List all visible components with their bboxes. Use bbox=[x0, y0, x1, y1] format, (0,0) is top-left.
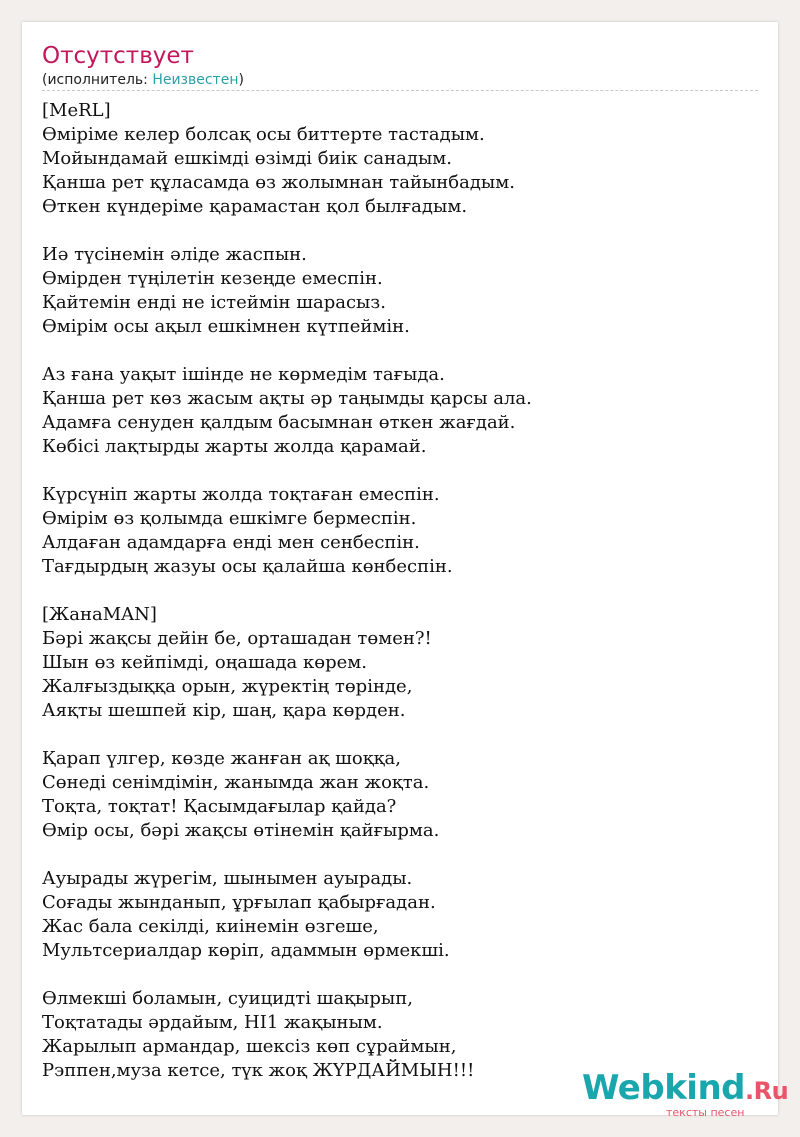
lyric-line: [MeRL] bbox=[42, 100, 111, 121]
lyric-line: Бәрі жақсы дейін бе, орташадан төмен?! bbox=[42, 628, 432, 649]
lyric-line: Өмірім осы ақыл ешкімнен күтпеймін. bbox=[42, 316, 410, 337]
lyric-line: Жас бала секілді, киінемін өзгеше, bbox=[42, 916, 379, 937]
lyric-line: Жалғыздыққа орын, жүректің төрінде, bbox=[42, 676, 413, 697]
lyric-line: Тағдырдың жазуы осы қалайша көнбеспін. bbox=[42, 556, 453, 577]
lyric-line: Мойындамай ешкімді өзімді биік санадым. bbox=[42, 148, 453, 169]
artist-suffix: ) bbox=[238, 72, 244, 88]
lyric-line: Алдаған адамдарға енді мен сенбеспін. bbox=[42, 532, 420, 553]
artist-link[interactable]: Неизвестен bbox=[152, 72, 239, 88]
lyric-line: Көбісі лақтырды жарты жолда қарамай. bbox=[42, 436, 427, 457]
lyric-line: Соғады жынданып, ұрғылап қабырғадан. bbox=[42, 892, 436, 913]
artist-prefix: (исполнитель: bbox=[42, 72, 153, 88]
lyric-line: Тоқта, тоқтат! Қасымдағылар қайда? bbox=[42, 796, 397, 817]
lyric-line: Қанша рет көз жасым ақты әр таңымды қарсы ала. bbox=[42, 388, 532, 409]
lyric-line: Өмірім өз қолымда ешкімге бермеспін. bbox=[42, 508, 417, 529]
lyric-line: Иә түсінемін әліде жаспын. bbox=[42, 244, 307, 265]
lyric-line: [ЖанаMAN] bbox=[42, 604, 157, 625]
stanza-break bbox=[42, 459, 762, 483]
lyric-line: Мультсериалдар көріп, адаммын өрмекші. bbox=[42, 940, 450, 961]
logo-brand-name: Webkind bbox=[582, 1068, 745, 1108]
lyric-line: Аяқты шешпей кір, шаң, қара көрден. bbox=[42, 700, 406, 721]
stanza-break bbox=[42, 843, 762, 867]
stanza-break bbox=[42, 219, 762, 243]
lyric-line: Өткен күндеріме қарамастан қол былғадым. bbox=[42, 196, 468, 217]
lyric-line: Ауырады жүрегім, шынымен ауырады. bbox=[42, 868, 413, 889]
lyric-line: Жарылып армандар, шексіз көп сұраймын, bbox=[42, 1036, 457, 1057]
lyric-line: Қайтемін енді не істеймін шарасыз. bbox=[42, 292, 386, 313]
logo-brand bbox=[582, 1068, 788, 1111]
lyrics-text bbox=[42, 99, 762, 1083]
lyric-line: Күрсүніп жарты жолда тоқтаған емеспін. bbox=[42, 484, 440, 505]
lyric-line: Рэппен,муза кетсе, түк жоқ ЖҮРДАЙМЫН!!! bbox=[42, 1060, 475, 1081]
lyric-line: Сөнеді сенімдімін, жанымда жан жоқта. bbox=[42, 772, 430, 793]
logo-tld: .Ru bbox=[745, 1077, 789, 1105]
logo-tagline: тексты песен bbox=[666, 1106, 745, 1119]
stanza-break bbox=[42, 579, 762, 603]
lyric-line: Шын өз кейпімді, оңашада көрем. bbox=[42, 652, 367, 673]
lyric-line: Адамға сенуден қалдым басымнан өткен жағдай. bbox=[42, 412, 516, 433]
title-divider bbox=[42, 90, 758, 91]
lyrics-card bbox=[22, 22, 789, 1119]
lyric-line: Тоқтатады әрдайым, НІ1 жақыным. bbox=[42, 1012, 383, 1033]
lyric-line: Өмір осы, бәрі жақсы өтінемін қайғырма. bbox=[42, 820, 440, 841]
lyric-line: Өміріме келер болсақ осы биттерте тастадым. bbox=[42, 124, 485, 145]
lyric-line: Қарап үлгер, көзде жанған ақ шоққа, bbox=[42, 748, 402, 769]
lyric-line: Өлмекші боламын, суицидті шақырып, bbox=[42, 988, 413, 1009]
webkind-logo[interactable] bbox=[582, 1066, 797, 1136]
stanza-break bbox=[42, 723, 762, 747]
lyric-line: Өмірден түңілетін кезеңде емеспін. bbox=[42, 268, 383, 289]
artist-line bbox=[42, 71, 244, 89]
lyric-line: Қанша рет құласамда өз жолымнан тайынбадым. bbox=[42, 172, 515, 193]
song-title: Отсутствует bbox=[42, 43, 194, 69]
lyric-line: Аз ғана уақыт ішінде не көрмедім тағыда. bbox=[42, 364, 445, 385]
stanza-break bbox=[42, 339, 762, 363]
stanza-break bbox=[42, 963, 762, 987]
